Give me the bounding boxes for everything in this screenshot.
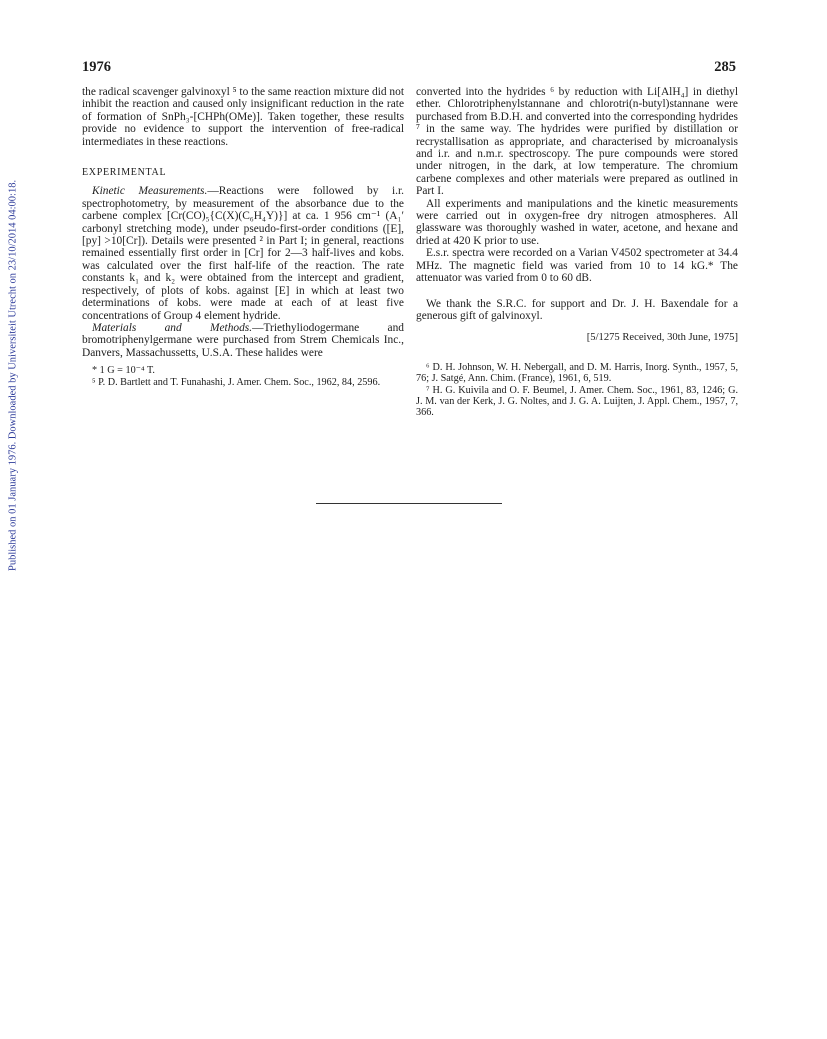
kinetic-measurements-text: —Reactions were followed by i.r. spectrophotometry, by measurement of the absorbance due to the carbene complex [Cr(CO)₅{C(X)(C₆H₄Y)}] at ca. 1 956 cm⁻¹ (A₁′ carbonyl stretching mode), under pseudo-first-order conditions ([E], [py] >10[Cr]). Details were presented ² in Part I; in general, reactions remained essentially first order in [Cr] for 2—3 half-lives and kobs. was calculated over the first half-life of the reaction. The rate constants k₁ and k₂ were obtained from the intercept and gradient, respectively, of plots of kobs. against [E] in which at least two determinations of kobs. were made at each of at least five concentrations of Group 4 element hydride. xyxy=(82,185,405,322)
acknowledgement-paragraph: We thank the S.R.C. for support and Dr. J. H. Baxendale for a generous gift of galvinoxyl. xyxy=(416,297,738,322)
materials-methods-text: —Triethyliodogermane and bromotriphenylgermane were purchased from Strem Chemicals Inc., Danvers, Massachussetts, U.S.A. These halides were xyxy=(82,321,404,359)
kinetic-measurements-paragraph xyxy=(82,185,404,321)
page-header xyxy=(82,59,736,79)
footnote-6: ⁶ D. H. Johnson, W. H. Nebergall, and D. M. Harris, Inorg. Synth., 1957, 5, 76; J. Satgé, Ann. Chim. (France), 1961, 6, 519. xyxy=(416,361,738,385)
footnote-star: * 1 G = 10⁻⁴ T. xyxy=(92,365,155,377)
end-of-article-rule xyxy=(316,503,502,504)
experiments-paragraph: All experiments and manipulations and the kinetic measurements were carried out in oxygen-free dry nitrogen atmospheres. All glassware was thoroughly washed in water, acetone, and hexane and dried at 420 K prior to use. xyxy=(416,197,738,247)
materials-methods-paragraph xyxy=(82,322,404,359)
right-column xyxy=(416,86,738,419)
page-number: 285 xyxy=(714,59,736,75)
received-date: [5/1275 Received, 30th June, 1975] xyxy=(586,332,738,344)
esr-paragraph: E.s.r. spectra were recorded on a Varian V4502 spectrometer at 34.4 MHz. The magnetic field was varied from 10 to 14 kG.* The attenuator was varied from 0 to 60 dB. xyxy=(416,247,738,285)
left-footnotes xyxy=(82,365,404,388)
kinetic-measurements-title: Kinetic Measurements. xyxy=(92,185,208,198)
download-notice: Published on 01 January 1976. Downloaded by Universiteit Utrecht on 23/10/2014 04:00:18. xyxy=(7,179,19,571)
left-column xyxy=(82,86,404,388)
materials-methods-title: Materials and Methods. xyxy=(92,321,253,334)
section-heading-experimental: EXPERIMENTAL xyxy=(82,167,167,179)
footnote-5: ⁵ P. D. Bartlett and T. Funahashi, J. Amer. Chem. Soc., 1962, 84, 2596. xyxy=(92,376,381,388)
intro-paragraph: the radical scavenger galvinoxyl ⁵ to the same reaction mixture did not inhibit the reaction and caused only insignificant reduction in the rate of formation of SnPh₃-[CHPh(OMe)]. Taken together, these results provide no evidence to support the intervention of free-radical intermediates in these reactions. xyxy=(82,86,404,148)
right-footnotes xyxy=(416,362,738,419)
hydrides-paragraph: converted into the hydrides ⁶ by reduction with Li[AlH₄] in diethyl ether. Chlorotriphenylstannane and chlorotri(n-butyl)stannane were purchased from B.D.H. and converted into the corresponding hydrides ⁷ in the same way. The hydrides were purified by distillation or recrystallisation as appropriate, and characterised by microanalysis and i.r. and n.m.r. spectroscopy. The pure compounds were stored under nitrogen, in the dark, at low temperature. The chromium carbene complexes and other materials were prepared as outlined in Part I. xyxy=(416,86,738,198)
journal-year: 1976 xyxy=(82,59,111,75)
footnote-7: ⁷ H. G. Kuivila and O. F. Beumel, J. Amer. Chem. Soc., 1961, 83, 1246; G. J. M. van der Kerk, J. G. Noltes, and J. G. A. Luijten, J. Appl. Chem., 1957, 7, 366. xyxy=(416,384,738,419)
